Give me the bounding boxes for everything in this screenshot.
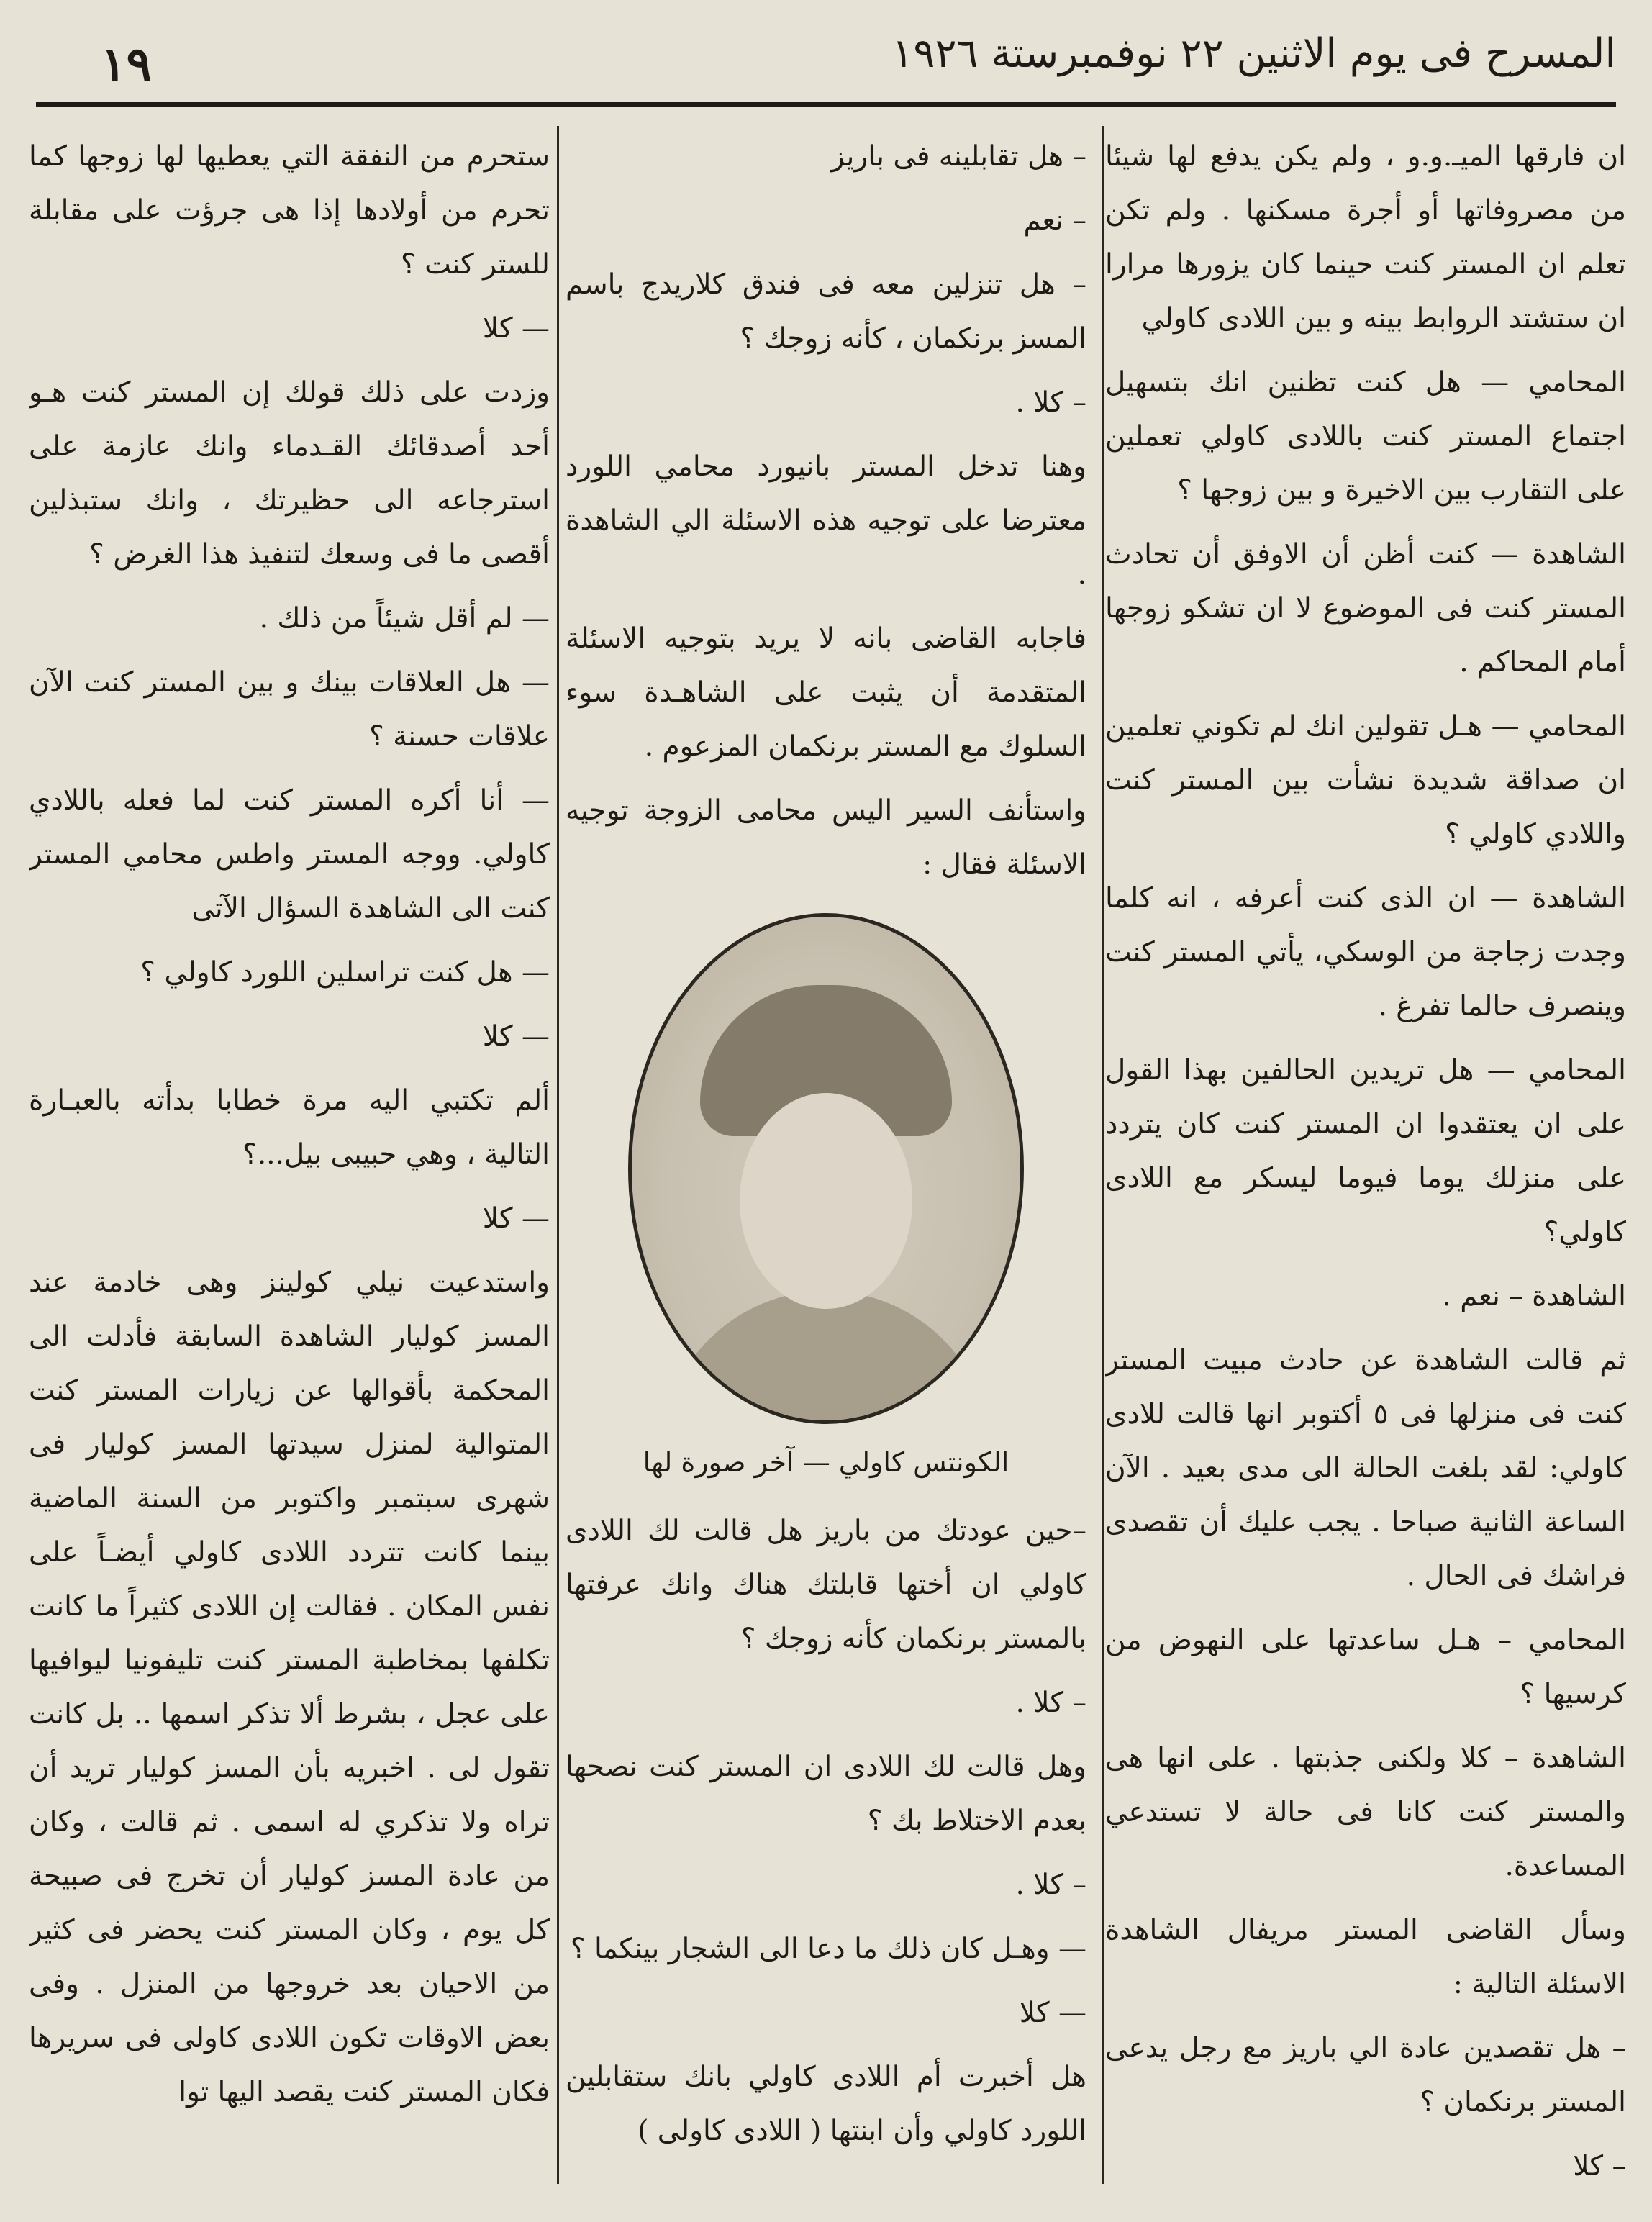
portrait-shoulders [661, 1291, 991, 1424]
paragraph: ألم تكتبي اليه مرة خطابا بدأته بالعبـارة التالية ، وهي حبيبى بيل...؟ [29, 1084, 550, 1171]
masthead: المسرح فى يوم الاثنين ٢٢ نوفمبرستة ١٩٢٦ [891, 30, 1616, 77]
paragraph: – كلا . [1015, 1687, 1086, 1719]
paragraph: الشاهدة — ان الذى كنت أعرفه ، انه كلما وجدت زجاجة من الوسكي، يأتي المستر كنت وينصرف حالما تفرغ . [1105, 882, 1626, 1022]
paragraph: – نعم [1023, 204, 1086, 237]
paragraph: ستحرم من النفقة التي يعطيها لها زوجها كما تحرم من أولادها إذا هى جرؤت على مقابلة للستر كنت ؟ [29, 140, 550, 281]
paragraph: واستأنف السير اليس محامى الزوجة توجيه الاسئلة فقال : [566, 794, 1086, 881]
paragraph: — أنا أكره المستر كنت لما فعله باللادي كاولي. ووجه المستر واطس محامي المستر كنت الى الشاهدة السؤال الآتى [29, 784, 550, 925]
paragraph: واستدعيت نيلي كولينز وهى خادمة عند المسز كوليار الشاهدة السابقة فأدلت الى المحكمة بأقوالها عن زيارات المستر كنت المتوالية لمنزل سيدتها المسز كوليار فى شهرى سبتمبر واكتوبر من السنة الماضية بينما كانت تتردد اللادى كاولي أيضـاً على نفس المكان . فقالت إن اللادى كثيراً ما كانت تكلفها بمخاطبة المستر كنت تليفونيا ليوافيها على عجل ، بشرط ألا تذكر اسمها .. بل كانت تقول لى . اخبريه بأن المسز كوليار تريد أن تراه ولا تذكري له اسمى . ثم قالت ، وكان من عادة المسز كوليار أن تخرج فى صبيحة كل يوم ، وكان المستر كنت يحضر فى كثير من الاحيان بعد خروجها من المنزل . وفى بعض الاوقات تكون اللادى كاولى فى سريرها فكان المستر كنت يقصد اليها توا [29, 1266, 550, 2108]
paragraph: الشاهدة – كلا ولكنى جذبتها . على انها هى والمستر كنت كانا فى حالة لا تستدعي المساعدة. [1105, 1742, 1626, 1882]
paragraph: ثم قالت الشاهدة عن حادث مبيت المستر كنت فى منزلها فى ٥ أكتوبر انها قالت للادى كاولي: لقد بلغت الحالة الى مدى بعيد . الآن الساعة الثانية صباحا . يجب عليك أن تقصدى فراشك فى الحال . [1105, 1344, 1626, 1592]
paragraph: هل أخبرت أم اللادى كاولي بانك ستقابلين اللورد كاولي وأن ابنتها ( اللادى كاولى ) [566, 2061, 1086, 2147]
paragraph: — لم أقل شيئاً من ذلك . [259, 602, 550, 635]
photo-caption: الكونتس كاولي — آخر صورة لها [643, 1446, 1009, 1478]
paragraph: الشاهدة — كنت أظن أن الاوفق أن تحادث المستر كنت فى الموضوع لا ان تشكو زوجها أمام المحاكم . [1105, 538, 1626, 679]
column-divider [1102, 126, 1104, 2184]
paragraph: المحامي — هل تريدين الحالفين بهذا القول على ان يعتقدوا ان المستر كنت كان يتردد على منزلك يوما فيوما ليسكر مع اللادى كاولي؟ [1105, 1054, 1626, 1248]
paragraph: – هل تنزلين معه فى فندق كلاريدج باسم المسز برنكمان ، كأنه زوجك ؟ [566, 268, 1086, 355]
paragraph: — كلا [482, 1202, 550, 1235]
header-rule [36, 102, 1616, 107]
paragraph: – كلا [1573, 2150, 1626, 2182]
paragraph: — كلا [482, 1020, 550, 1053]
paragraph: – هل تقابلينه فى باريز [831, 140, 1086, 173]
paragraph: — وهـل كان ذلك ما دعا الى الشجار بينكما ؟ [570, 1933, 1086, 1965]
portrait-photo [628, 913, 1024, 1424]
column-left [29, 130, 550, 2202]
photo-block [566, 913, 1086, 1489]
paragraph: فاجابه القاضى بانه لا يريد بتوجيه الاسئلة المتقدمة أن يثبت على الشاهـدة سوء السلوك مع المستر برنكمان المزعوم . [566, 622, 1086, 763]
portrait-face [740, 1093, 912, 1309]
paragraph: –حين عودتك من باريز هل قالت لك اللادى كاولي ان أختها قابلتك هناك وانك عرفتها بالمستر برنكمان كأنه زوجك ؟ [566, 1515, 1086, 1655]
paragraph: وزدت على ذلك قولك إن المستر كنت هـو أحد أصدقائك القـدماء وانك عازمة على استرجاعه الى حظيرتك ، وانك ستبذلين أقصى ما فى وسعك لتنفيذ هذا الغرض ؟ [29, 376, 550, 571]
column-middle [566, 130, 1086, 2202]
paragraph: وهنا تدخل المستر بانيورد محامي اللورد معترضا على توجيه هذه الاسئلة الي الشاهدة . [566, 450, 1086, 591]
paragraph: الشاهدة – نعم . [1442, 1280, 1626, 1312]
paragraph: وسأل القاضى المستر مريفال الشاهدة الاسئلة التالية : [1105, 1914, 1626, 2000]
page-number: ١٩ [101, 36, 152, 92]
paragraph: — كلا [482, 312, 550, 345]
paragraph: – كلا . [1015, 1869, 1086, 1901]
column-divider [557, 126, 559, 2184]
paragraph: — هل كنت تراسلين اللورد كاولي ؟ [140, 956, 550, 989]
paragraph: المحامي — هل كنت تظنين انك بتسهيل اجتماع المستر كنت باللادى كاولي تعملين على التقارب بين الاخيرة و بين زوجها ؟ [1105, 366, 1626, 507]
paragraph: — كلا [1019, 1997, 1086, 2029]
paragraph: ان فارقها الميـ.و.و ، ولم يكن يدفع لها شيئا من مصروفاتها أو أجرة مسكنها . ولم تكن تعلم ان المستر كنت حينما كان يزورها مرارا ان ستشتد الروابط بينه و بين اللادى كاولي [1105, 140, 1626, 335]
paragraph: وهل قالت لك اللادى ان المستر كنت نصحها بعدم الاختلاط بك ؟ [566, 1751, 1086, 1837]
page-header [29, 22, 1623, 101]
paragraph: المحامي – هـل ساعدتها على النهوض من كرسيها ؟ [1105, 1624, 1626, 1710]
paragraph: — هل العلاقات بينك و بين المستر كنت الآن علاقات حسنة ؟ [29, 666, 550, 753]
paragraph: – هل تقصدين عادة الي باريز مع رجل يدعى المستر برنكمان ؟ [1105, 2032, 1626, 2118]
column-right [1105, 130, 1626, 2202]
paragraph: المحامي — هـل تقولين انك لم تكوني تعلمين ان صداقة شديدة نشأت بين المستر كنت واللادي كاولي ؟ [1105, 710, 1626, 851]
paragraph: – كلا . [1015, 386, 1086, 419]
